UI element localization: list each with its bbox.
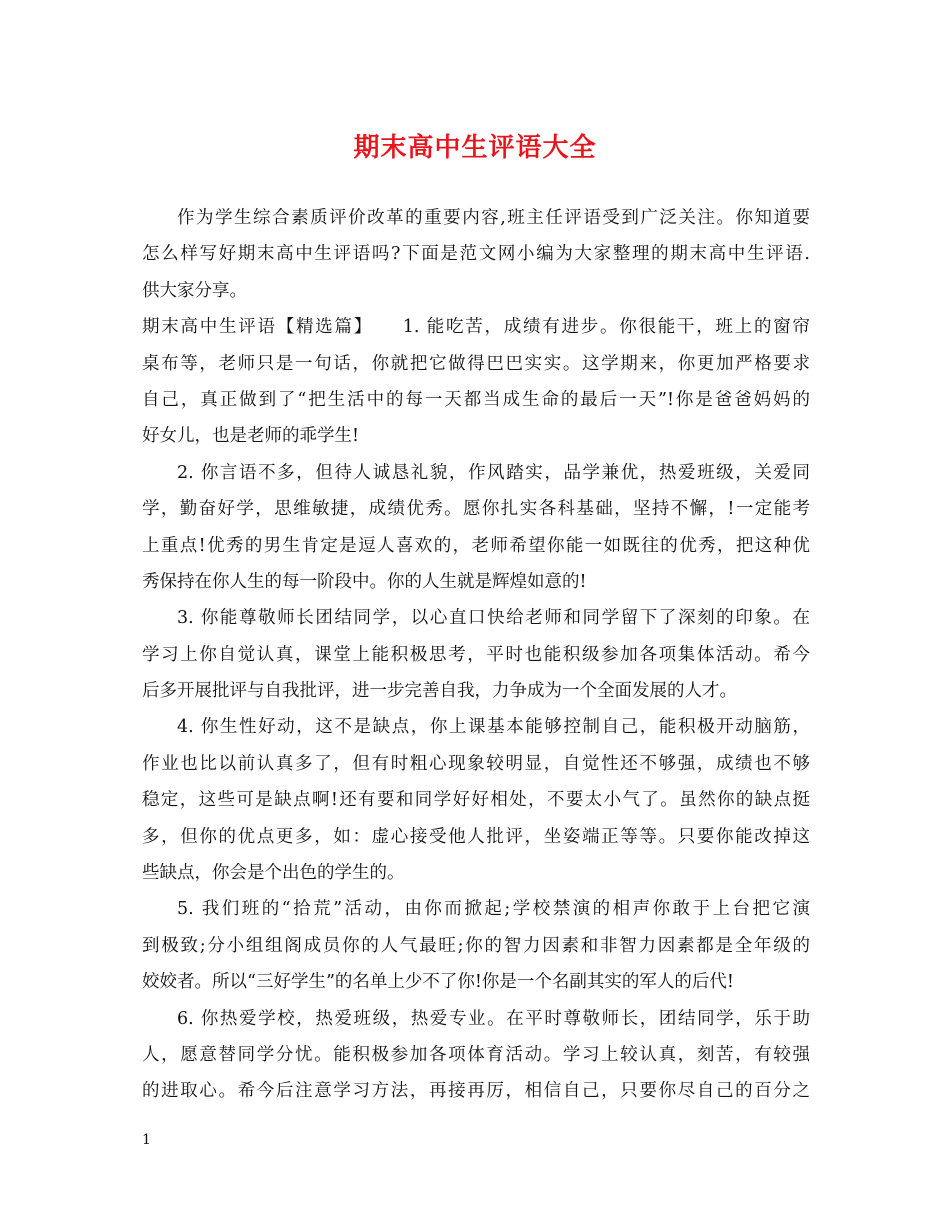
text-line: 怎么样写好期末高中生评语吗?下面是范文网小编为大家整理的期末高中生评语. — [142, 244, 810, 265]
text-line: 多，但你的优点更多，如：虚心接受他人批评，坐姿端正等等。只要你能改掉这 — [142, 826, 810, 847]
text-line: 5. 我们班的“拾荒”活动，由你而掀起;学校禁演的相声你敢于上台把它演 — [177, 899, 810, 920]
text-line: 桌布等，老师只是一句话，你就把它做得巴巴实实。这学期来，你更加严格要求 — [142, 353, 810, 374]
text-line: 稳定，这些可是缺点啊!还有要和同学好好相处，不要太小气了。虽然你的缺点挺 — [142, 790, 810, 811]
text-line: 6. 你热爱学校，热爱班级，热爱专业。在平时尊敬师长，团结同学，乐于助 — [177, 1008, 810, 1029]
text-line: 上重点!优秀的男生肯定是逗人喜欢的，老师希望你能一如既往的优秀，把这种优 — [142, 535, 810, 556]
text-line: 4. 你生性好动，这不是缺点，你上课基本能够控制自己，能积极开动脑筋， — [177, 717, 810, 738]
text-line: 期末高中生评语【精选篇】 1. 能吃苦，成绩有进步。你很能干，班上的窗帘 — [142, 317, 810, 338]
text-line: 的进取心。希今后注意学习方法，再接再厉，相信自己，只要你尽自己的百分之 — [142, 1081, 810, 1102]
text-line: 作业也比以前认真多了，但有时粗心现象较明显，自觉性还不够强，成绩也不够 — [142, 753, 810, 774]
text-line: 人，愿意替同学分忧。能积极参加各项体育活动。学习上较认真，刻苦，有较强 — [142, 1044, 810, 1065]
text-line: 些缺点，你会是个出色的学生的。 — [142, 863, 405, 884]
text-line: 学习上你自觉认真，课堂上能积极思考，平时也能积级参加各项集体活动。希今 — [142, 644, 810, 665]
text-line: 2. 你言语不多，但待人诚恳礼貌，作风踏实，品学兼优，热爱班级，关爱同 — [177, 462, 810, 483]
text-line: 3. 你能尊敬师长团结同学，以心直口快给老师和同学留下了深刻的印象。在 — [177, 608, 810, 629]
document-body — [142, 200, 810, 1110]
page-number: 1 — [142, 1132, 151, 1148]
document-title: 期末高中生评语大全 — [353, 133, 597, 163]
text-line: 姣姣者。所以“三好学生”的名单上少不了你!你是一个名副其实的军人的后代! — [142, 972, 734, 993]
text-line: 后多开展批评与自我批评，进一步完善自我，力争成为一个全面发展的人才。 — [142, 681, 737, 702]
text-line: 好女儿，也是老师的乖学生! — [142, 426, 360, 447]
text-line: 到极致;分小组组阁成员你的人气最旺;你的智力因素和非智力因素都是全年级的 — [142, 935, 810, 956]
text-line: 学，勤奋好学，思维敏捷，成绩优秀。愿你扎实各科基础，坚持不懈，!一定能考 — [142, 499, 810, 520]
text-line: 供大家分享。 — [142, 280, 247, 301]
text-line: 自己，真正做到了“把生活中的每一天都当成生命的最后一天”!你是爸爸妈妈的 — [142, 389, 810, 410]
text-line: 作为学生综合素质评价改革的重要内容,班主任评语受到广泛关注。你知道要 — [177, 208, 810, 228]
text-line: 秀保持在你人生的每一阶段中。你的人生就是辉煌如意的! — [142, 571, 587, 592]
